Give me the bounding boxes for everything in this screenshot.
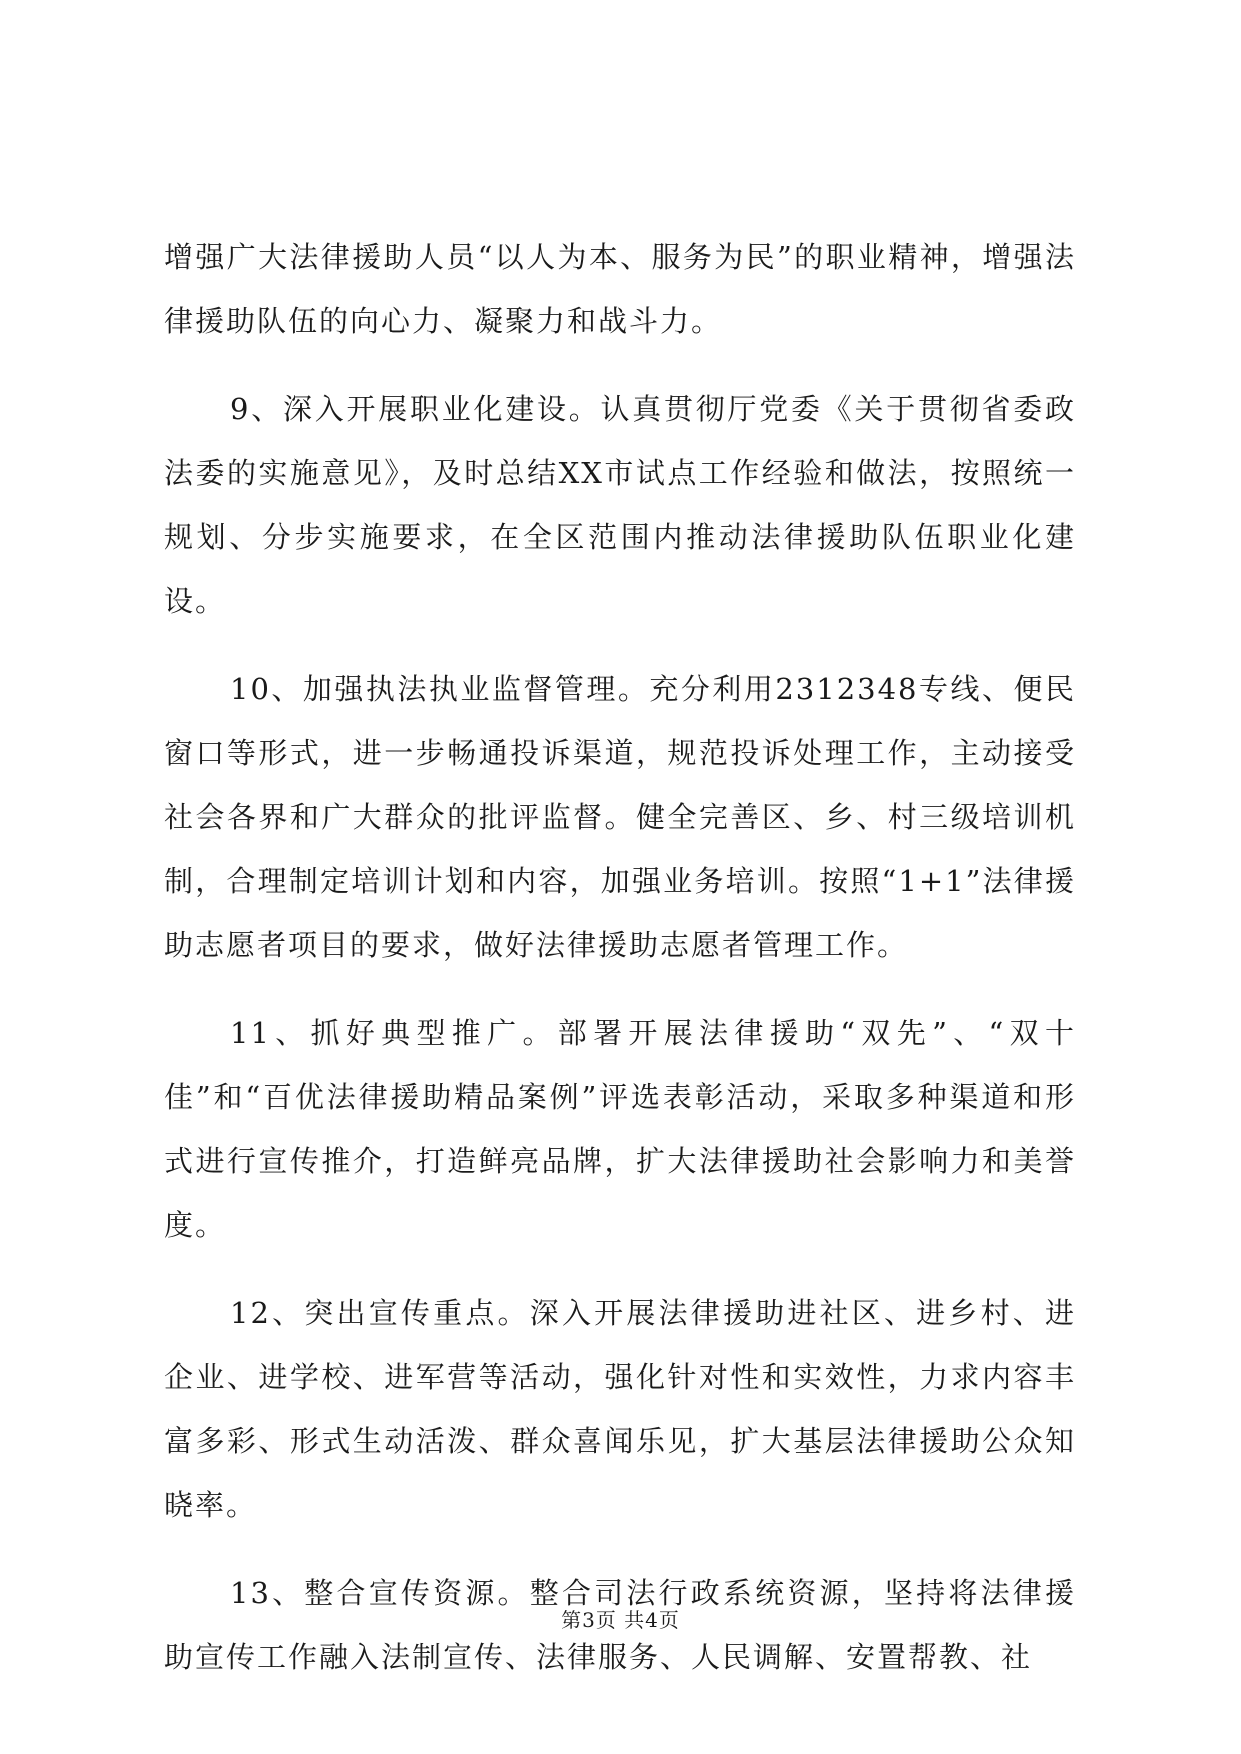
paragraph-item-12: 12、突出宣传重点。深入开展法律援助进社区、进乡村、进企业、进学校、进军营等活动，强化针对性和实效性，力求内容丰富多彩、形式生动活泼、群众喜闻乐见，扩大基层法律援助公众知晓率。 <box>164 1296 1076 1522</box>
paragraph-continuation: 增强广大法律援助人员“以人为本、服务为民”的职业精神，增强法律援助队伍的向心力、凝聚力和战斗力。 <box>164 240 1076 338</box>
paragraph-item-9: 9、深入开展职业化建设。认真贯彻厅党委《关于贯彻省委政法委的实施意见》，及时总结XX市试点工作经验和做法，按照统一规划、分步实施要求，在全区范围内推动法律援助队伍职业化建设。 <box>164 392 1076 618</box>
paragraph-item-11: 11、抓好典型推广。部署开展法律援助“双先”、“双十佳”和“百优法律援助精品案例”评选表彰活动，采取多种渠道和形式进行宣传推介，打造鲜亮品牌，扩大法律援助社会影响力和美誉度。 <box>164 1016 1076 1242</box>
page-number-footer: 第3页 共4页 <box>561 1608 680 1632</box>
paragraph-item-10: 10、加强执法执业监督管理。充分利用2312348专线、便民窗口等形式，进一步畅通投诉渠道，规范投诉处理工作，主动接受社会各界和广大群众的批评监督。健全完善区、乡、村三级培训机制，合理制定培训计划和内容，加强业务培训。按照“1+1”法律援助志愿者项目的要求，做好法律援助志愿者管理工作。 <box>164 672 1076 962</box>
paragraph-item-13: 13、整合宣传资源。整合司法行政系统资源，坚持将法律援助宣传工作融入法制宣传、法律服务、人民调解、安置帮教、社 <box>164 1576 1076 1674</box>
document-body <box>164 225 1076 1713</box>
